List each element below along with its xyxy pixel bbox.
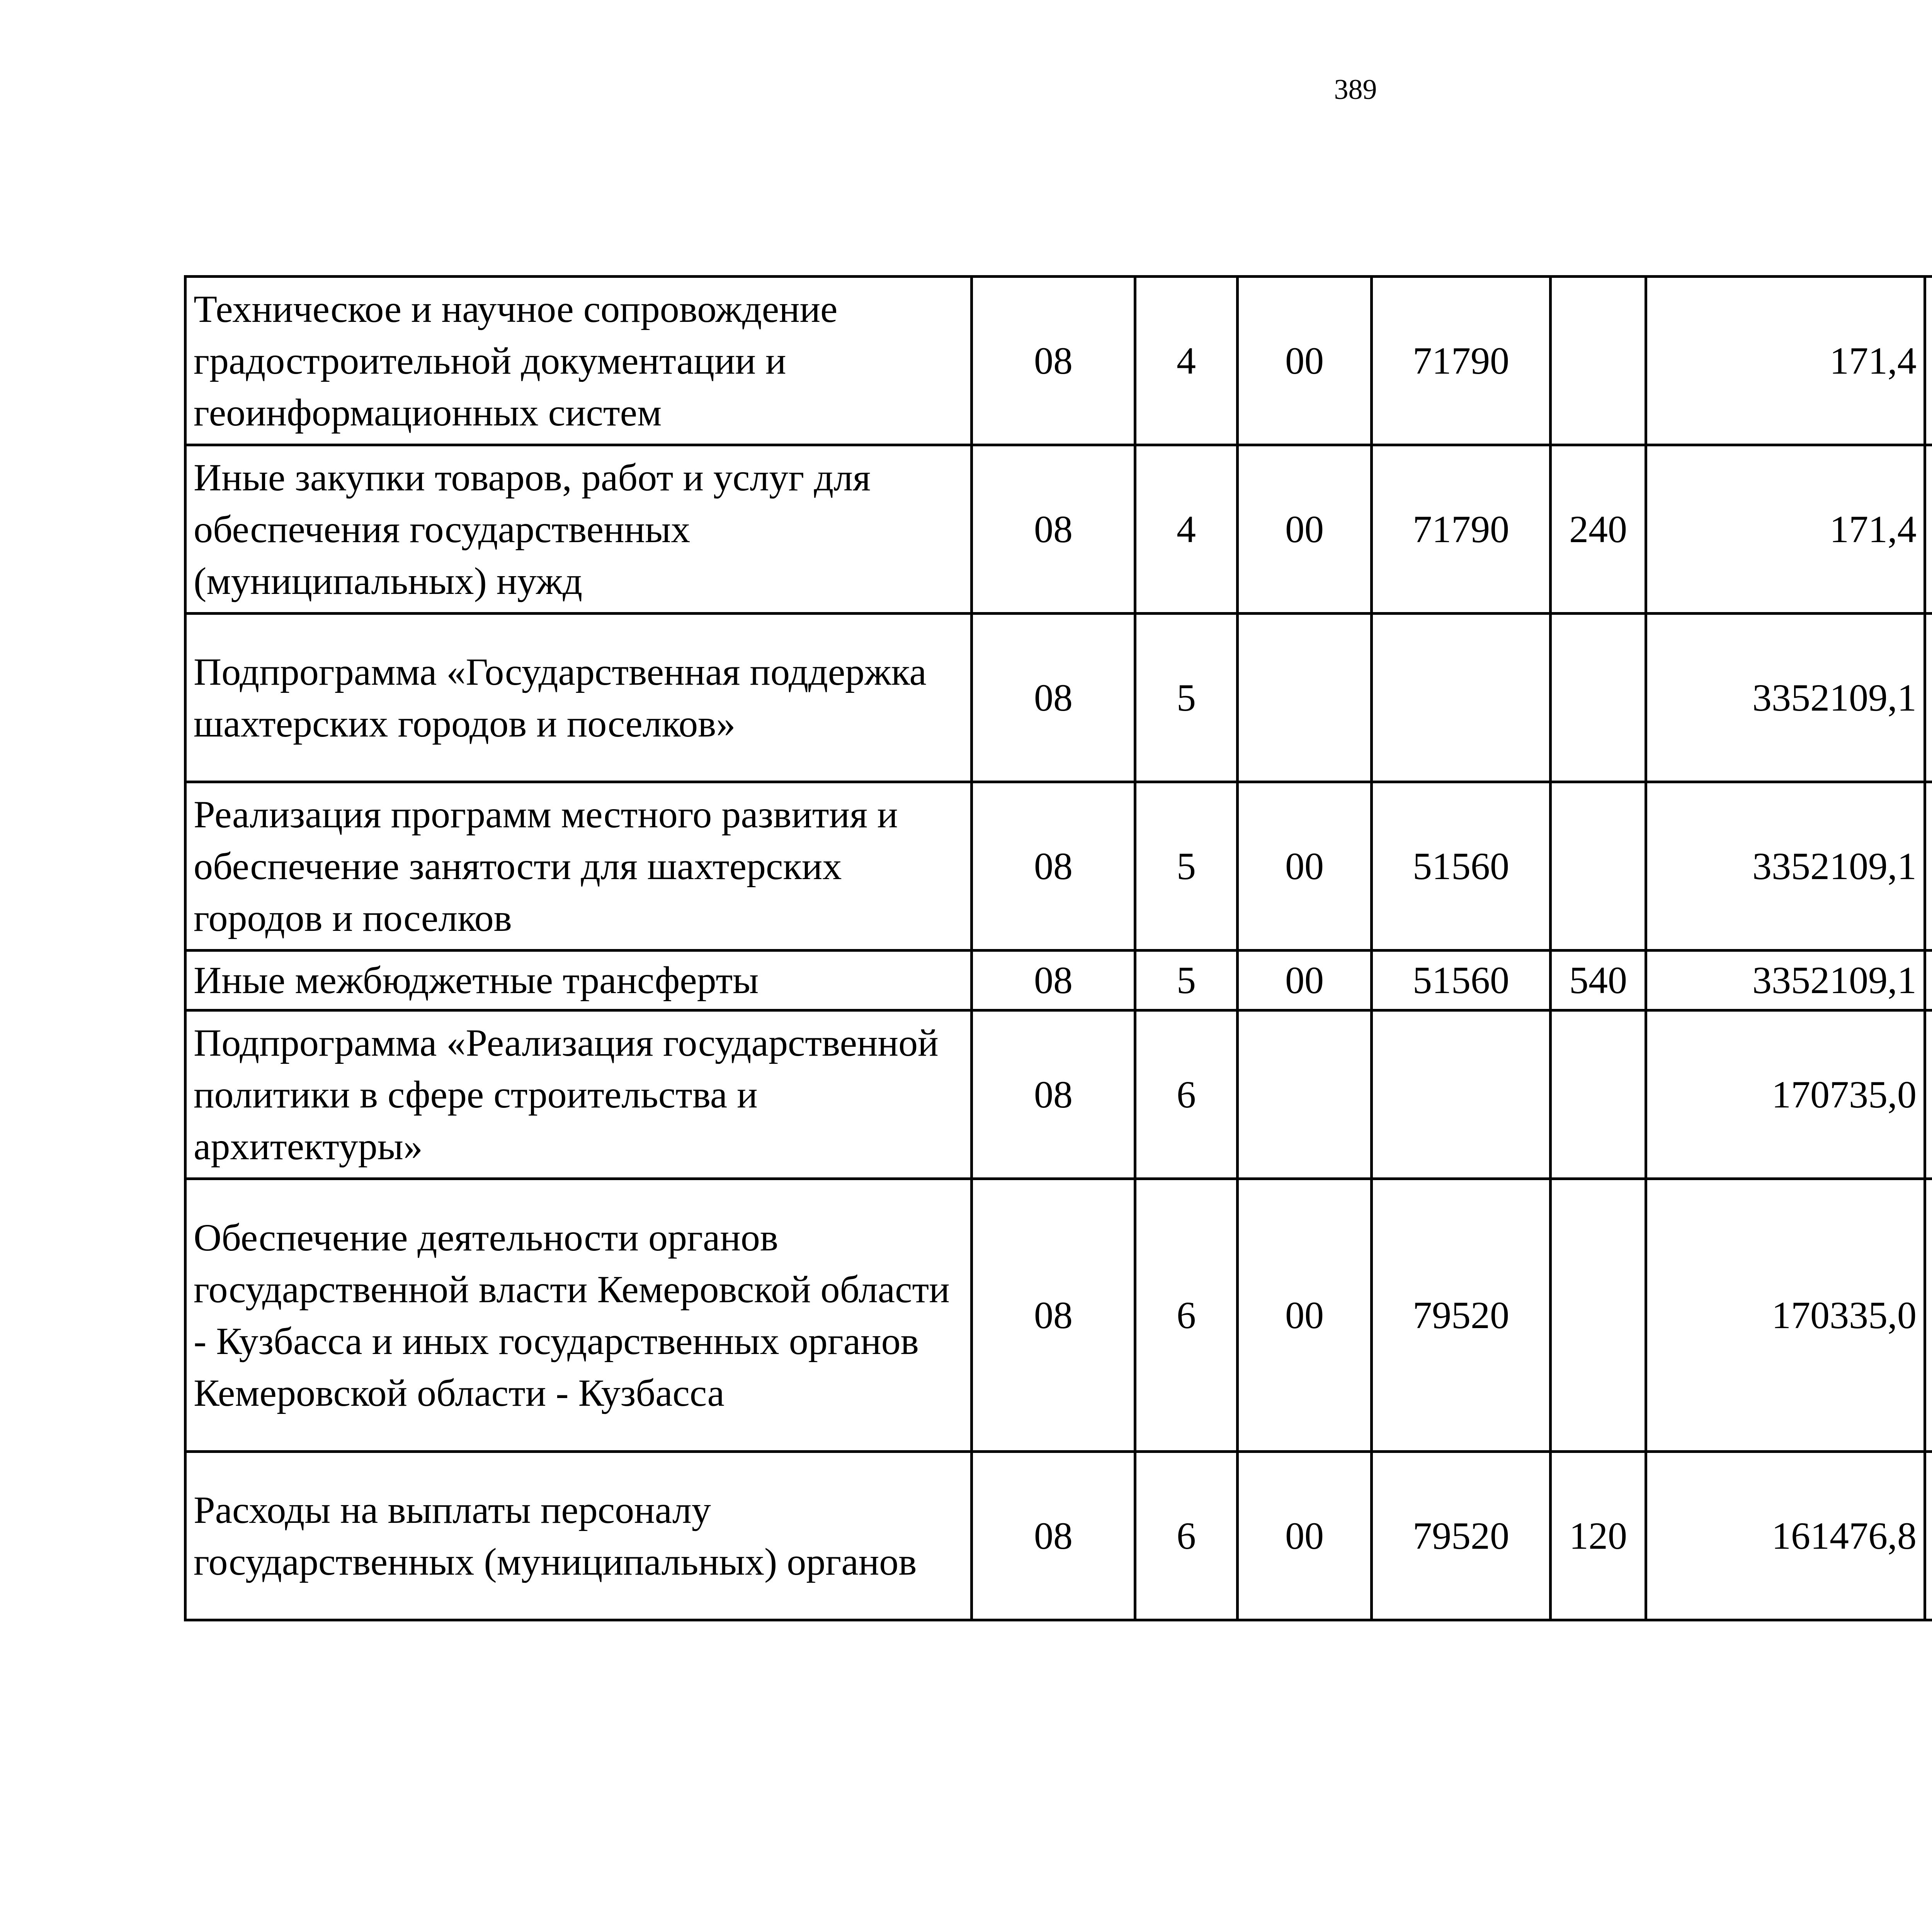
program-code: 5 [1135, 614, 1238, 782]
program-code: 5 [1135, 951, 1238, 1010]
table-row [185, 277, 1932, 445]
subprogram-code: 00 [1238, 782, 1372, 951]
row-name: Обеспечение деятельности органов государственной власти Кемеровской области - Кузбасса и иных государственных органов Кемеровской области - Кузбасса [185, 1179, 972, 1452]
subprogram-code: 00 [1238, 1179, 1372, 1452]
subprogram-code: 00 [1238, 1452, 1372, 1620]
table-row [185, 951, 1932, 1010]
section-code: 08 [972, 951, 1135, 1010]
table-row [185, 1452, 1932, 1620]
amount-year-2 [1925, 445, 1932, 614]
program-code: 4 [1135, 445, 1238, 614]
table-row [185, 1010, 1932, 1179]
table-row [185, 445, 1932, 614]
row-name: Подпрограмма «Реализация государственной политики в сфере строительства и архитектуры» [185, 1010, 972, 1179]
expense-type-code [1551, 1010, 1646, 1179]
row-name: Техническое и научное сопровождение градостроительной документации и геоинформационных систем [185, 277, 972, 445]
amount-year-1: 3352109,1 [1646, 614, 1925, 782]
amount-year-1: 3352109,1 [1646, 782, 1925, 951]
row-name: Иные закупки товаров, работ и услуг для обеспечения государственных (муниципальных) нужд [185, 445, 972, 614]
section-code: 08 [972, 445, 1135, 614]
expense-type-code [1551, 614, 1646, 782]
direction-code [1372, 614, 1551, 782]
direction-code: 79520 [1372, 1452, 1551, 1620]
row-name: Подпрограмма «Государственная поддержка шахтерских городов и поселков» [185, 614, 972, 782]
row-name: Расходы на выплаты персоналу государственных (муниципальных) органов [185, 1452, 972, 1620]
expense-type-code: 540 [1551, 951, 1646, 1010]
expense-type-code [1551, 277, 1646, 445]
expense-type-code: 120 [1551, 1452, 1646, 1620]
amount-year-2 [1925, 277, 1932, 445]
section-code: 08 [972, 1010, 1135, 1179]
section-code: 08 [972, 614, 1135, 782]
page-number: 389 [1334, 74, 1377, 105]
table-row [185, 1179, 1932, 1452]
table-row [185, 614, 1932, 782]
expense-type-code: 240 [1551, 445, 1646, 614]
subprogram-code: 00 [1238, 951, 1372, 1010]
amount-year-2 [1925, 782, 1932, 951]
subprogram-code: 00 [1238, 277, 1372, 445]
amount-year-1: 3352109,1 [1646, 951, 1925, 1010]
amount-year-1: 170335,0 [1646, 1179, 1925, 1452]
section-code: 08 [972, 782, 1135, 951]
direction-code: 79520 [1372, 1179, 1551, 1452]
amount-year-2 [1925, 1010, 1932, 1179]
amount-year-2 [1925, 1452, 1932, 1620]
subprogram-code: 00 [1238, 445, 1372, 614]
direction-code: 51560 [1372, 951, 1551, 1010]
direction-code [1372, 1010, 1551, 1179]
budget-table [184, 275, 1932, 1621]
program-code: 4 [1135, 277, 1238, 445]
row-name: Реализация программ местного развития и обеспечение занятости для шахтерских городов и поселков [185, 782, 972, 951]
section-code: 08 [972, 1452, 1135, 1620]
program-code: 6 [1135, 1179, 1238, 1452]
direction-code: 51560 [1372, 782, 1551, 951]
direction-code: 71790 [1372, 445, 1551, 614]
direction-code: 71790 [1372, 277, 1551, 445]
amount-year-2 [1925, 1179, 1932, 1452]
program-code: 6 [1135, 1452, 1238, 1620]
expense-type-code [1551, 1179, 1646, 1452]
amount-year-1: 171,4 [1646, 445, 1925, 614]
amount-year-1: 171,4 [1646, 277, 1925, 445]
section-code: 08 [972, 1179, 1135, 1452]
amount-year-2 [1925, 951, 1932, 1010]
program-code: 5 [1135, 782, 1238, 951]
section-code: 08 [972, 277, 1135, 445]
amount-year-1: 170735,0 [1646, 1010, 1925, 1179]
table-row [185, 782, 1932, 951]
program-code: 6 [1135, 1010, 1238, 1179]
row-name: Иные межбюджетные трансферты [185, 951, 972, 1010]
amount-year-1: 161476,8 [1646, 1452, 1925, 1620]
subprogram-code [1238, 1010, 1372, 1179]
subprogram-code [1238, 614, 1372, 782]
expense-type-code [1551, 782, 1646, 951]
amount-year-2 [1925, 614, 1932, 782]
